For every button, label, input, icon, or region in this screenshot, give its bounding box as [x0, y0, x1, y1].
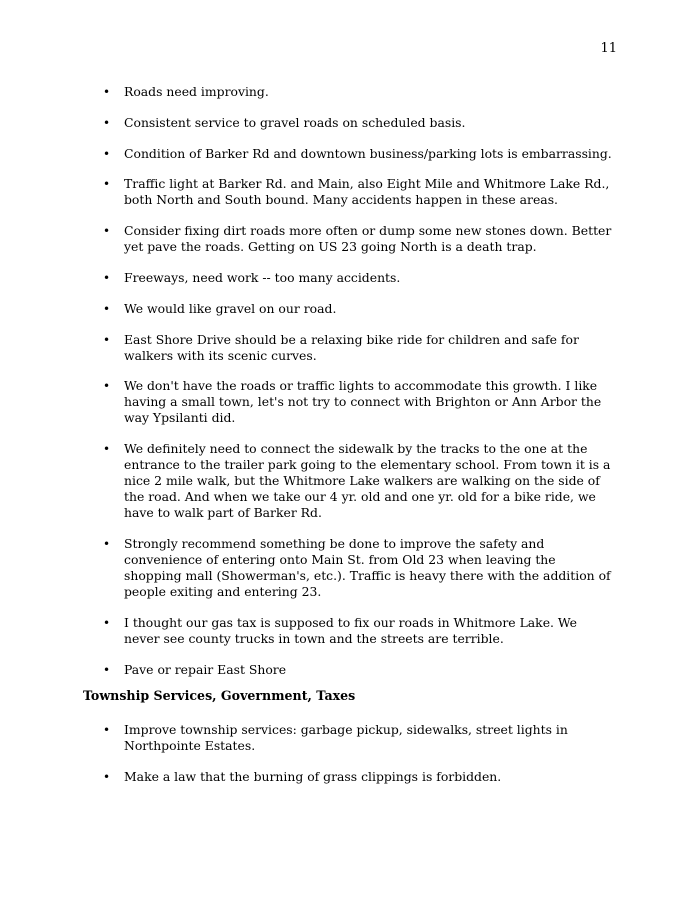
bullet-icon: •: [103, 146, 111, 161]
bullet-icon: •: [103, 536, 111, 551]
list-item-text: Strongly recommend something be done to improve the safety and convenience of entering onto Main St. from Old 23 when leaving the shopping mall (Showerman's, etc.). Traffic is heavy there with the addition of people exiting and entering 23.: [124, 535, 611, 599]
bullet-icon: •: [103, 662, 111, 677]
list-item-text: Improve township services: garbage pickup, sidewalks, street lights in Northpointe Estates.: [124, 722, 568, 753]
list-item-text: Condition of Barker Rd and downtown business/parking lots is embarrassing.: [124, 145, 612, 161]
list-item-text: East Shore Drive should be a relaxing bike ride for children and safe for walkers with its scenic curves.: [124, 331, 579, 363]
list-item: [0, 662, 616, 678]
list-item-text: Consistent service to gravel roads on scheduled basis.: [124, 114, 466, 130]
list-item: [0, 769, 616, 785]
bullet-icon: •: [103, 301, 111, 316]
bullet-icon: •: [103, 379, 111, 394]
bullet-icon: •: [103, 332, 111, 347]
roads-comment-list: [0, 84, 700, 692]
bullet-icon: •: [103, 769, 111, 784]
list-item: [0, 84, 616, 100]
list-item-text: Roads need improving.: [124, 84, 269, 99]
bullet-icon: •: [103, 224, 111, 239]
bullet-icon: •: [103, 85, 111, 99]
list-item-text: We definitely need to connect the sidewalk by the tracks to the one at the entrance to the trailer park going to the elementary school. From town it is a nice 2 mile walk, but the Whitmore Lake walkers are walking on the side of the road. And when we take our 4 yr. old and one yr. old for a bike ride, we have to walk part of Barker Rd.: [124, 441, 611, 521]
bullet-icon: •: [103, 723, 111, 737]
section-heading-township-services: Township Services, Government, Taxes: [83, 688, 356, 703]
bullet-icon: •: [103, 177, 111, 192]
list-item: [0, 536, 616, 600]
bullet-icon: •: [103, 615, 111, 630]
bullet-icon: •: [103, 442, 111, 457]
list-item: [0, 722, 616, 754]
page-number: 11: [600, 41, 617, 56]
list-item-text: I thought our gas tax is supposed to fix our roads in Whitmore Lake. We never see county trucks in town and the streets are terrible.: [124, 614, 577, 646]
list-item-text: Consider fixing dirt roads more often or dump some new stones down. Better yet pave the roads. Getting on US 23 going North is a death trap.: [124, 223, 612, 255]
list-item: [0, 615, 616, 647]
list-item: [0, 441, 616, 521]
list-item-text: Traffic light at Barker Rd. and Main, also Eight Mile and Whitmore Lake Rd., both North and South bound. Many accidents happen in these areas.: [124, 176, 610, 208]
bullet-icon: •: [103, 270, 111, 285]
list-item-text: Make a law that the burning of grass clippings is forbidden.: [124, 768, 502, 784]
bullet-icon: •: [103, 115, 111, 130]
list-item: [0, 332, 616, 364]
list-item-text: Pave or repair East Shore: [124, 661, 287, 677]
list-item: [0, 146, 616, 162]
list-item-text: Freeways, need work -- too many accidents.: [124, 269, 401, 285]
list-item: [0, 301, 616, 317]
list-item: [0, 378, 616, 426]
list-item: [0, 115, 616, 131]
list-item-text: We don't have the roads or traffic lights to accommodate this growth. I like having a small town, let's not try to connect with Brighton or Ann Arbor the way Ypsilanti did.: [124, 378, 602, 426]
township-comment-list: [0, 722, 700, 800]
list-item: [0, 223, 616, 255]
list-item: [0, 176, 616, 208]
list-item-text: We would like gravel on our road.: [124, 300, 337, 316]
list-item: [0, 270, 616, 286]
